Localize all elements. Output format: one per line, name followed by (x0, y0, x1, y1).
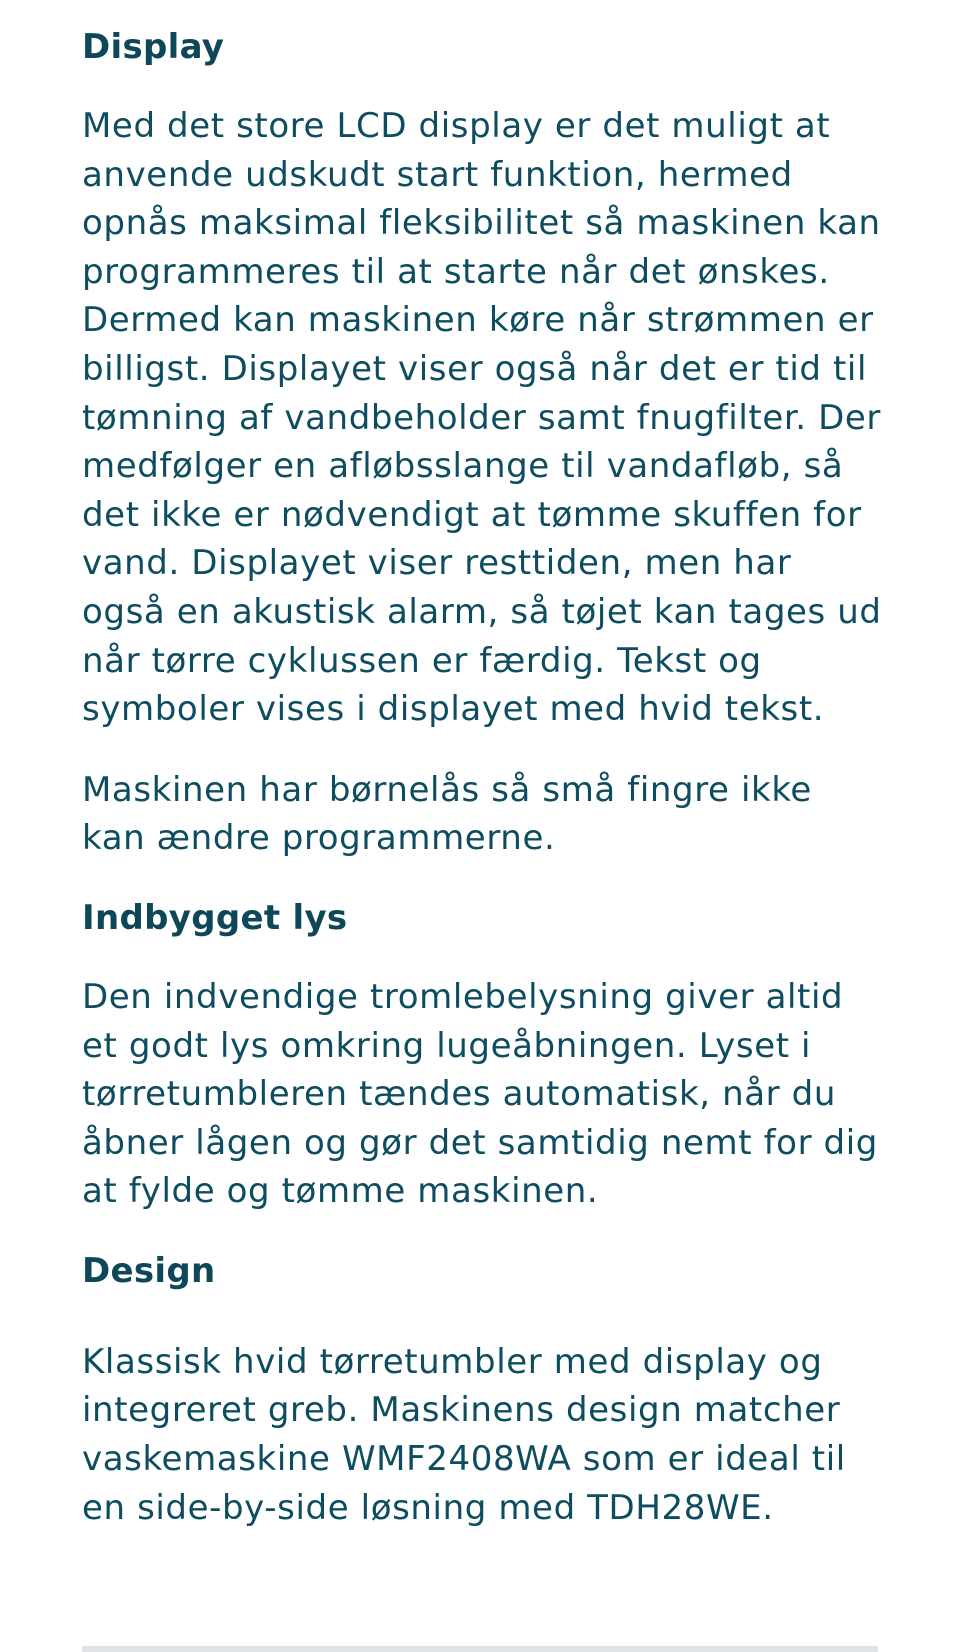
lys-paragraph-1: Den indvendige tromlebelysning giver altid et godt lys omkring lugeåbningen. Lyset i tørretumbleren tændes automatisk, når du åbner lågen og gør det samtidig nemt for dig at fylde og tømme maskinen. (82, 976, 878, 1212)
display-paragraph-2: Maskinen har børnelås så små fingre ikke kan ændre programmerne. (82, 769, 812, 859)
section-heading-display: Display (82, 27, 225, 67)
section-heading-design: Design (82, 1250, 216, 1291)
section-divider (82, 1646, 878, 1652)
product-description (82, 24, 882, 1532)
section-heading-indbygget-lys: Indbygget lys (82, 897, 348, 938)
design-paragraph-1: Klassisk hvid tørretumbler med display og integreret greb. Maskinens design matcher vaskemaskine WMF2408WA som er ideal til en side-by-side løsning med TDH28WE. (82, 1341, 846, 1528)
display-paragraph-1: Med det store LCD display er det muligt at anvende udskudt start funktion, hermed opnås maksimal fleksibilitet så maskinen kan programmeres til at starte når det ønskes. Dermed kan maskinen køre når strømmen er billigst. Displayet viser også når det er tid til tømning af vandbeholder samt fnugfilter. Der medfølger en afløbsslange til vandafløb, så det ikke er nødvendigt at tømme skuffen for vand. Displayet viser resttiden, men har også en akustisk alarm, så tøjet kan tages ud når tørre cyklussen er færdig. Tekst og symboler vises i displayet med hvid tekst. (82, 106, 882, 730)
